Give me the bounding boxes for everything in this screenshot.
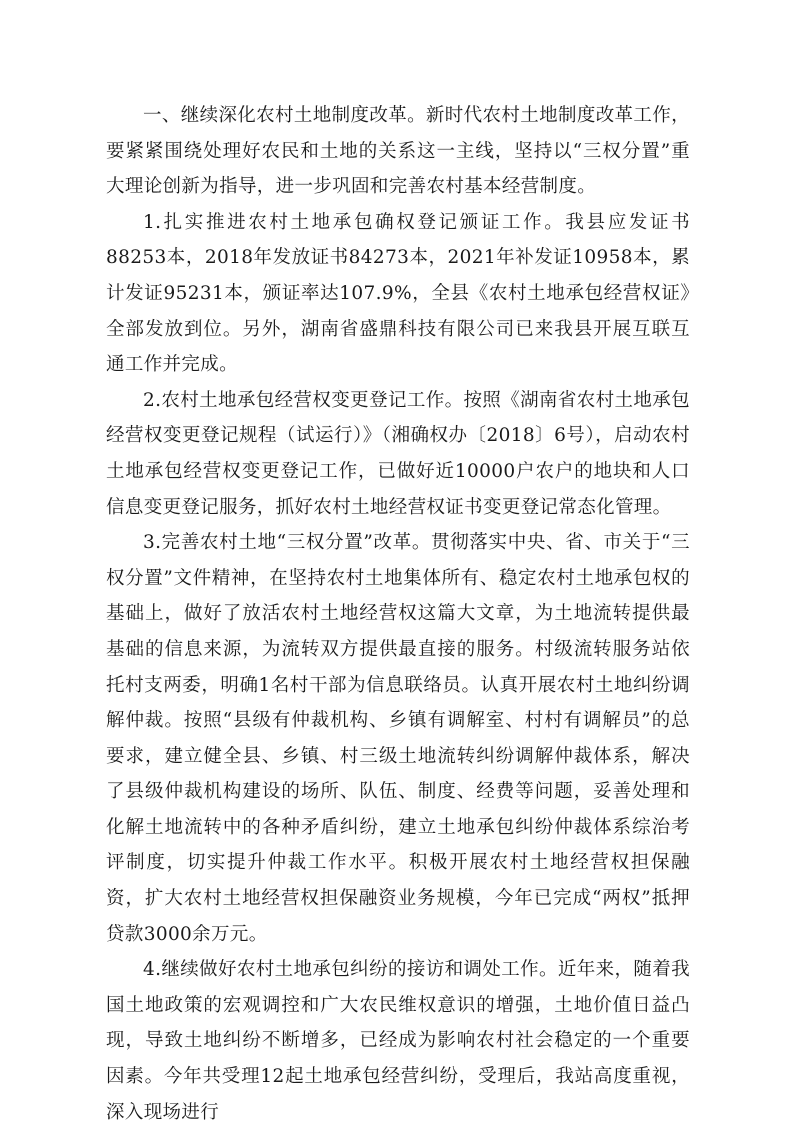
paragraph-item-1: 1.扎实推进农村土地承包确权登记颁证工作。我县应发证书88253本，2018年发放证书84273本，2021年补发证10958本，累计发证95231本，颁证率达107.9%，全县《农村土地承包经营权证》全部发放到位。另外，湖南省盛鼎科技有限公司已来我县开展互联互通工作并完成。 xyxy=(106,211,690,376)
paragraph-item-3: 3.完善农村土地“三权分置”改革。贯彻落实中央、省、市关于“三权分置”文件精神，在坚持农村土地集体所有、稳定农村土地承包权的基础上，做好了放活农村土地经营权这篇大文章，为土地流转提供最基础的信息来源，为流转双方提供最直接的服务。村级流转服务站依托村支两委，明确1名村干部为信息联络员。认真开展农村土地纠纷调解仲裁。按照“县级有仲裁机构、乡镇有调解室、村村有调解员”的总要求，建立健全县、乡镇、村三级土地流转纠纷调解仲裁体系，解决了县级仲裁机构建设的场所、队伍、制度、经费等问题，妥善处理和化解土地流转中的各种矛盾纠纷，建立土地承包纠纷仲裁体系综治考评制度，切实提升仲裁工作水平。积极开展农村土地经营权担保融资，扩大农村土地经营权担保融资业务规模，今年已完成“两权”抵押贷款3000余万元。 xyxy=(106,532,690,945)
document-body xyxy=(106,98,690,1130)
paragraph-section-one: 一、继续深化农村土地制度改革。新时代农村土地制度改革工作，要紧紧围绕处理好农民和土地的关系这一主线，坚持以“三权分置”重大理论创新为指导，进一步巩固和完善农村基本经营制度。 xyxy=(106,105,690,198)
paragraph-item-4: 4.继续做好农村土地承包纠纷的接访和调处工作。近年来，随着我国土地政策的宏观调控和广大农民维权意识的增强，土地价值日益凸现，导致土地纠纷不断增多，已经成为影响农村社会稳定的一个重要因素。今年共受理12起土地承包经营纠纷，受理后，我站高度重视，深入现场进行 xyxy=(106,959,690,1123)
paragraph-item-2: 2.农村土地承包经营权变更登记工作。按照《湖南省农村土地承包经营权变更登记规程（试运行）》（湘确权办〔2018〕6号），启动农村土地承包经营权变更登记工作，已做好近10000户农户的地块和人口信息变更登记服务，抓好农村土地经营权证书变更登记常态化管理。 xyxy=(106,389,690,518)
